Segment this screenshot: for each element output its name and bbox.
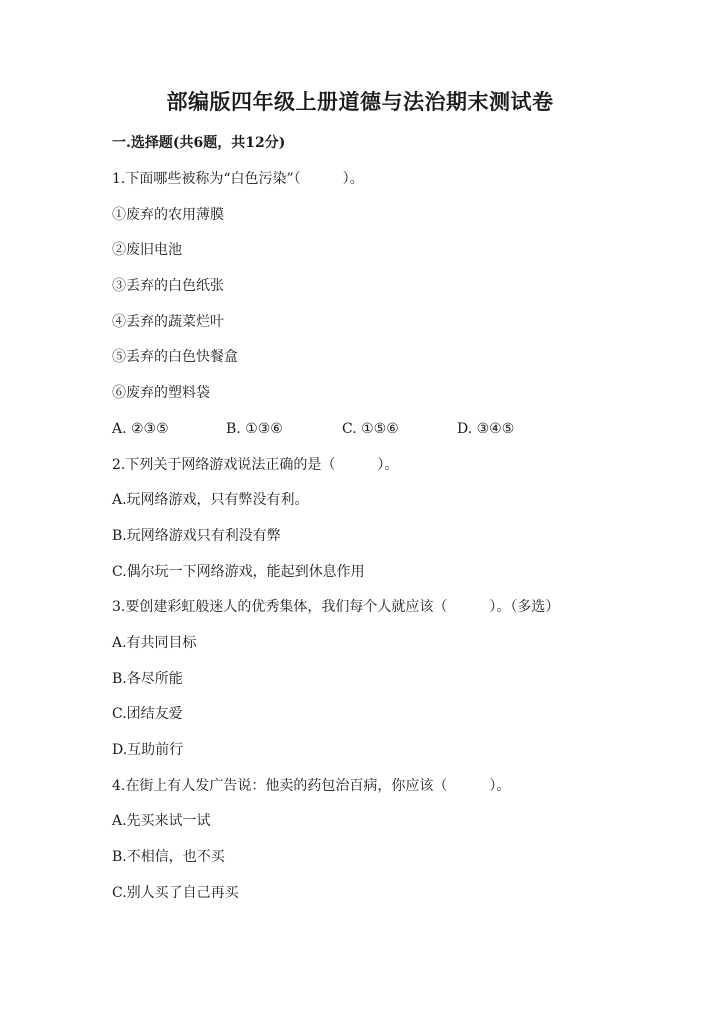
- question-3-option-c: C.团结友爱: [112, 706, 183, 722]
- question-1-option-b: B. ①③⑥: [226, 421, 283, 437]
- question-1-option-a: A. ②③⑤: [112, 421, 169, 437]
- question-2-option-a: A.玩网络游戏，只有弊没有利。: [112, 492, 309, 508]
- question-1-item: ③丢弃的白色纸张: [112, 278, 224, 294]
- question-3-option-b: B.各尽所能: [112, 671, 183, 687]
- question-1-option-d: D. ③④⑤: [457, 421, 515, 437]
- question-3-stem: 3.要创建彩虹般迷人的优秀集体，我们每个人就应该（ ）。（多选）: [112, 599, 560, 615]
- question-1-option-c: C. ①⑤⑥: [342, 421, 399, 437]
- question-4-option-b: B.不相信，也不买: [112, 849, 225, 865]
- question-4-stem: 4.在街上有人发广告说：他卖的药包治百病，你应该（ ）。: [112, 778, 511, 794]
- question-1-item: ④丢弃的蔬菜烂叶: [112, 314, 224, 330]
- question-2-option-c: C.偶尔玩一下网络游戏，能起到休息作用: [112, 564, 365, 580]
- question-1-item: ①废弃的农用薄膜: [112, 207, 224, 223]
- question-1-stem: 1.下面哪些被称为“白色污染”（ ）。: [112, 171, 364, 187]
- question-1-item: ⑤丢弃的白色快餐盒: [112, 349, 238, 365]
- question-3-option-d: D.互助前行: [112, 742, 184, 758]
- question-2-stem: 2.下列关于网络游戏说法正确的是（ ）。: [112, 457, 399, 473]
- section-heading-choice: 一.选择题(共6题，共12分): [112, 135, 286, 151]
- question-3-option-a: A.有共同目标: [112, 635, 197, 651]
- question-1-item: ②废旧电池: [112, 242, 182, 258]
- exam-title: 部编版四年级上册道德与法治期末测试卷: [166, 89, 554, 114]
- question-2-option-b: B.玩网络游戏只有利没有弊: [112, 528, 281, 544]
- question-4-option-a: A.先买来试一试: [112, 813, 211, 829]
- question-1-item: ⑥废弃的塑料袋: [112, 385, 210, 401]
- question-4-option-c: C.别人买了自己再买: [112, 885, 239, 901]
